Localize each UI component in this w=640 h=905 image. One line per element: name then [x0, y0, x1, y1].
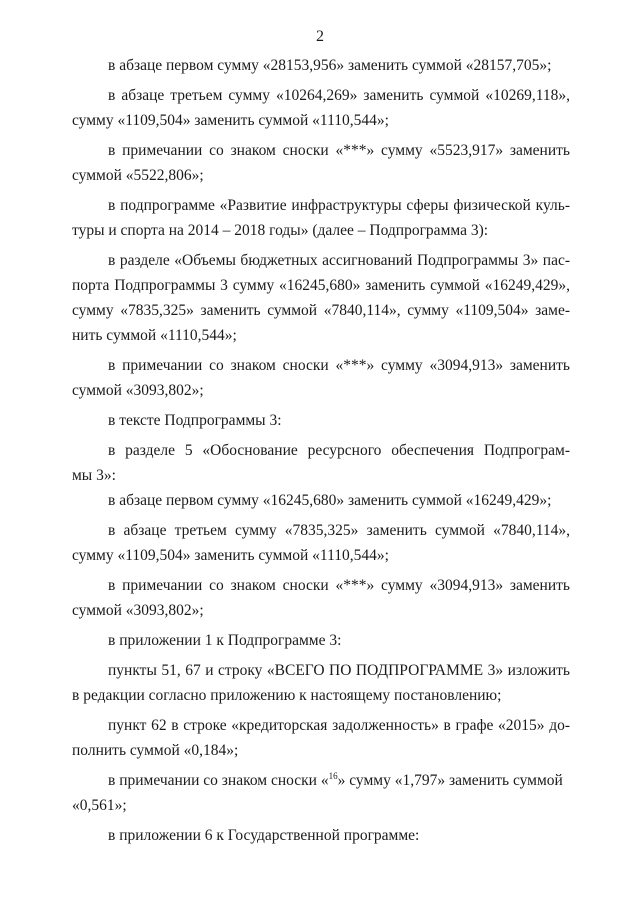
footnote-superscript: 16 [328, 770, 338, 781]
text-line: в абзаце первом сумму «28153,956» заменить суммой «28157,705»; [108, 57, 552, 74]
text-line: в разделе 5 «Обоснование ресурсного обеспечения Подпрограм- [108, 442, 570, 459]
text-line: в разделе «Объемы бюджетных ассигнований Подпрограммы 3» пас- [108, 252, 570, 269]
page-number: 2 [316, 28, 324, 45]
footnote-line-text: в примечании со знаком сноски «$^{16}$» сумму «1,797» заменить суммой [108, 770, 563, 789]
text-line: сумму «7835,325» заменить суммой «7840,114», сумму «1109,504» заме- [72, 302, 570, 319]
text-line: в примечании со знаком сноски «***» сумму «3094,913» заменить [108, 577, 570, 594]
text-line: в абзаце первом сумму «16245,680» заменить суммой «16249,429»; [108, 492, 552, 509]
text-line: в тексте Подпрограммы 3: [108, 412, 282, 429]
text-line: порта Подпрограммы 3 сумму «16245,680» заменить суммой «16249,429», [72, 277, 570, 294]
text-line: суммой «3093,802»; [72, 602, 204, 619]
text-line: в примечании со знаком сноски «***» сумму «3094,913» заменить [108, 357, 570, 374]
text-line: в примечании со знаком сноски «***» сумму «5523,917» заменить [108, 142, 570, 159]
text-line: в подпрограмме «Развитие инфраструктуры сферы физической куль- [108, 197, 570, 214]
text-line: мы 3»: [72, 467, 116, 484]
text-line: пункты 51, 67 и строку «ВСЕГО ПО ПОДПРОГРАММЕ 3» изложить [108, 662, 570, 679]
text-line: в приложении 6 к Государственной программе: [108, 827, 420, 844]
text-line: сумму «1109,504» заменить суммой «1110,544»; [72, 547, 389, 564]
text-line: в приложении 1 к Подпрограмме 3: [108, 632, 342, 649]
footnote-text-line [108, 771, 570, 791]
text-line: суммой «5522,806»; [72, 167, 204, 184]
text-line: туры и спорта на 2014 – 2018 годы» (далее – Подпрограмма 3): [72, 222, 489, 239]
text-line: в редакции согласно приложению к настоящему постановлению; [72, 687, 502, 704]
text-line: в абзаце третьем сумму «7835,325» заменить суммой «7840,114», [108, 522, 570, 539]
text-line: полнить суммой «0,184»; [72, 742, 239, 759]
text-line: пункт 62 в строке «кредиторская задолженность» в графе «2015» до- [108, 717, 570, 734]
text-line: сумму «1109,504» заменить суммой «1110,544»; [72, 112, 389, 129]
text-line: «0,561»; [72, 797, 127, 814]
text-line: в абзаце третьем сумму «10264,269» заменить суммой «10269,118», [108, 87, 570, 104]
text-line: нить суммой «1110,544»; [72, 327, 237, 344]
text-line: суммой «3093,802»; [72, 382, 204, 399]
